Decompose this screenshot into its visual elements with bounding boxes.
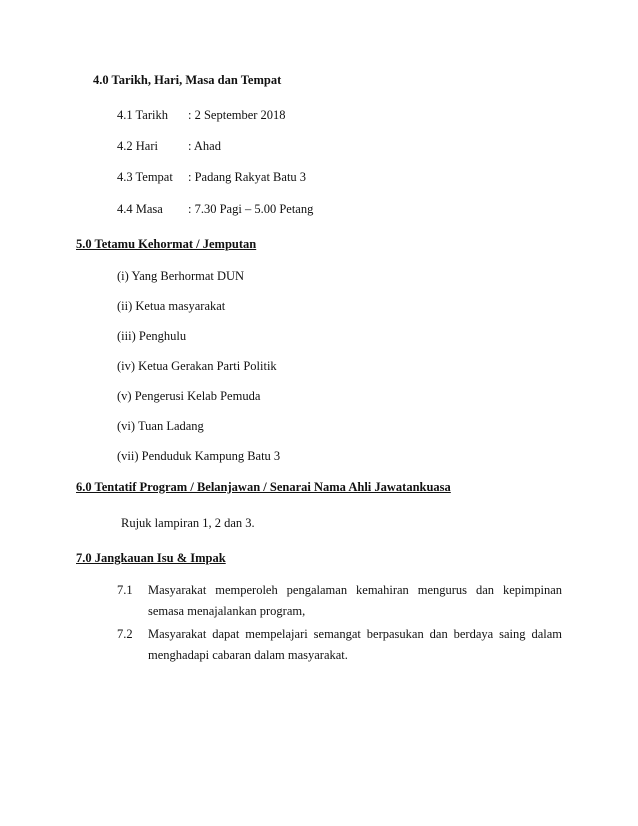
section-7-heading: 7.0 Jangkauan Isu & Impak	[76, 551, 226, 565]
section-6-heading: 6.0 Tentatif Program / Belanjawan / Senarai Nama Ahli Jawatankuasa	[76, 480, 451, 494]
section-5-heading: 5.0 Tetamu Kehormat / Jemputan	[76, 237, 257, 251]
guest-item-7: (vii) Penduduk Kampung Batu 3	[117, 449, 281, 463]
section-4-heading: 4.0 Tarikh, Hari, Masa dan Tempat	[93, 73, 282, 87]
guest-item-1: (i) Yang Berhormat DUN	[117, 269, 245, 283]
tarikh-value: : 2 September 2018	[188, 108, 286, 122]
guest-item-3: (iii) Penghulu	[117, 329, 187, 343]
impact-text-2-line1: Masyarakat dapat mempelajari semangat berpasukan dan berdaya saing dalam	[148, 627, 562, 641]
impact-text-2-line2: menghadapi cabaran dalam masyarakat.	[148, 648, 348, 662]
masa-label: 4.4 Masa	[117, 202, 163, 216]
hari-value: : Ahad	[188, 139, 221, 153]
impact-text-1-line2: semasa menajalankan program,	[148, 604, 306, 618]
tarikh-label: 4.1 Tarikh	[117, 108, 168, 122]
masa-value: : 7.30 Pagi – 5.00 Petang	[188, 202, 314, 216]
hari-label: 4.2 Hari	[117, 139, 158, 153]
tempat-label: 4.3 Tempat	[117, 170, 173, 184]
impact-text-1-line1: Masyarakat memperoleh pengalaman kemahiran mengurus dan kepimpinan	[148, 583, 562, 597]
guest-item-5: (v) Pengerusi Kelab Pemuda	[117, 389, 261, 403]
impact-num-2: 7.2	[117, 627, 133, 641]
guest-item-2: (ii) Ketua masyarakat	[117, 299, 226, 313]
section-6-body: Rujuk lampiran 1, 2 dan 3.	[121, 516, 255, 530]
tempat-value: : Padang Rakyat Batu 3	[188, 170, 307, 184]
guest-item-4: (iv) Ketua Gerakan Parti Politik	[117, 359, 277, 373]
impact-num-1: 7.1	[117, 583, 133, 597]
guest-item-6: (vi) Tuan Ladang	[117, 419, 204, 433]
